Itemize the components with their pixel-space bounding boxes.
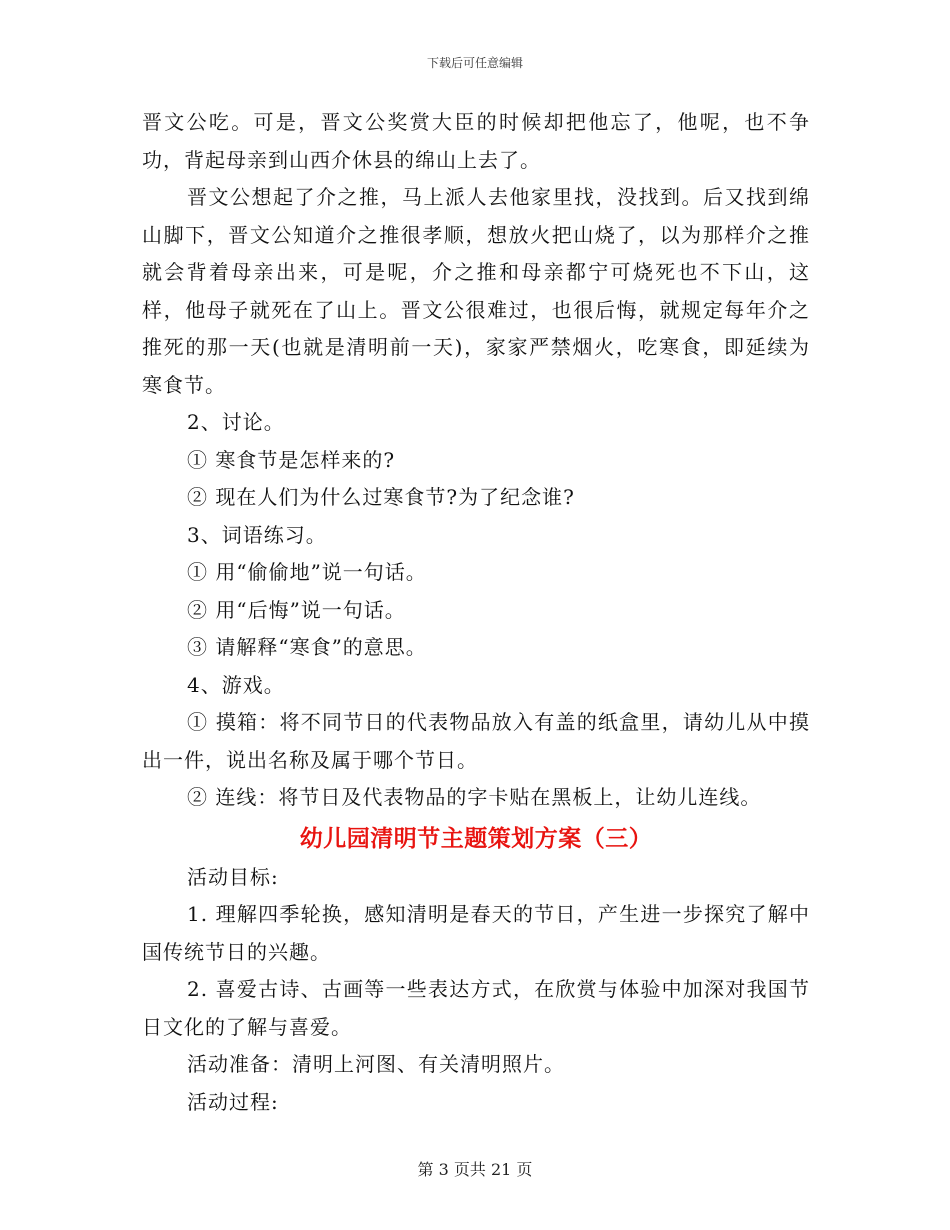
document-body <box>142 104 810 1121</box>
section-label: 活动目标: <box>187 864 279 889</box>
list-item: ③ 请解释“寒食”的意思。 <box>187 635 427 659</box>
list-heading: 2、讨论。 <box>187 410 285 434</box>
list-item: ① 摸箱：将不同节日的代表物品放入有盖的纸盒里，请幼儿从中摸出一件，说出名称及属于哪个节日。 <box>142 710 810 772</box>
list-heading: 4、游戏。 <box>187 672 285 697</box>
list-item: 1. 理解四季轮换，感知清明是春天的节日，产生进一步探究了解中国传统节日的兴趣。 <box>142 902 810 964</box>
page-footer: 第 3 页共 21 页 <box>417 1160 533 1179</box>
paragraph: 晋文公吃。可是，晋文公奖赏大臣的时候却把他忘了，他呢，也不争功，背起母亲到山西介休县的绵山上去了。 <box>142 110 810 172</box>
list-item: ① 用“偷偷地”说一句话。 <box>187 560 427 584</box>
section-title: 幼儿园清明节主题策划方案（三） <box>299 824 653 852</box>
paragraph: 晋文公想起了介之推，马上派人去他家里找，没找到。后又找到绵山脚下，晋文公知道介之推很孝顺，想放火把山烧了，以为那样介之推就会背着母亲出来，可是呢，介之推和母亲都宁可烧死也不下山，这样，他母子就死在了山上。晋文公很难过，也很后悔，就规定每年介之推死的那一天(也就是清明前一天)，家家严禁烟火，吃寒食，即延续为寒食节。 <box>142 185 810 397</box>
section-label: 活动准备：清明上河图、有关清明照片。 <box>187 1052 565 1076</box>
list-item: ② 连线：将节日及代表物品的字卡贴在黑板上，让幼儿连线。 <box>187 785 762 809</box>
list-item: 2. 喜爱古诗、古画等一些表达方式，在欣赏与体验中加深对我国节日文化的了解与喜爱。 <box>142 977 810 1039</box>
list-heading: 3、词语练习。 <box>187 522 327 547</box>
section-label: 活动过程: <box>187 1089 279 1114</box>
list-item: ② 现在人们为什么过寒食节?为了纪念谁? <box>187 485 575 509</box>
list-item: ② 用“后悔”说一句话。 <box>187 597 406 622</box>
page-header: 下载后可任意编辑 <box>426 56 523 70</box>
list-item: ① 寒食节是怎样来的? <box>187 447 396 472</box>
